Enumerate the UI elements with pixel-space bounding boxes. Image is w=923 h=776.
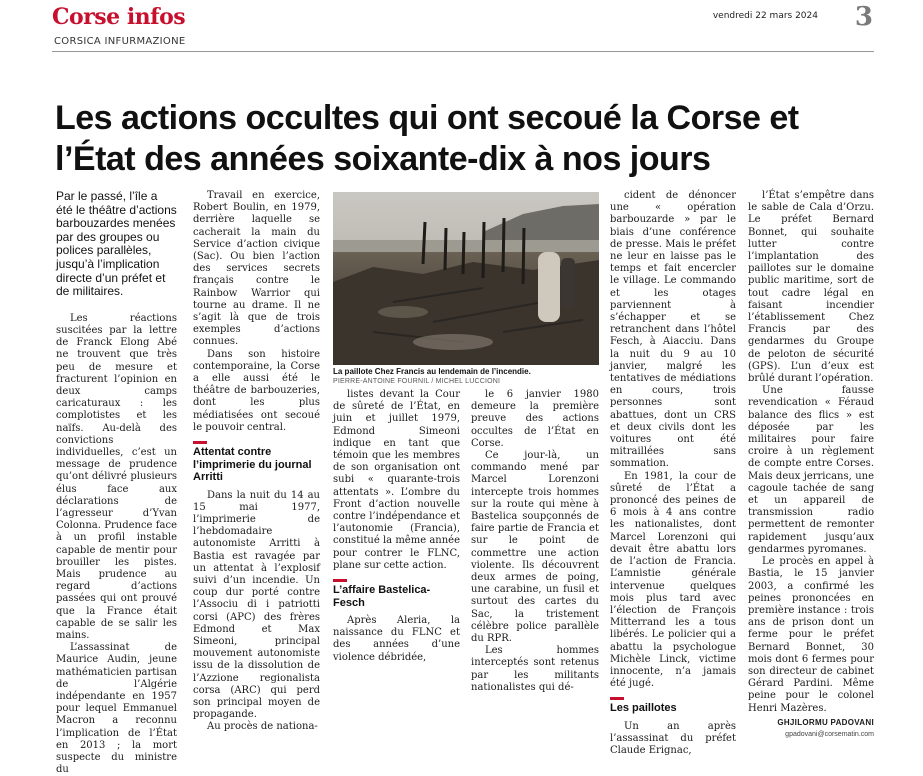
paragraph: Ce jour-là, un commando mené par Marcel Lorenzoni intercepte trois hommes sur la route qui mène à Bastelica soupçonnés de faire partie de Francia et sur le point de commettre une action violente. Ils découvrent deux armes de poing, une carabine, un fusil et surtout des cartes du Sac, la tristement célèbre police parallèle du RPR. (471, 450, 599, 645)
column-4 (471, 389, 599, 694)
article-headline: Les actions occultes qui ont secoué la Corse et l’État des années soixante-dix à nos jours (55, 99, 799, 178)
paragraph: Au procès de nationa- (207, 721, 318, 733)
subhead-arritti (193, 441, 320, 484)
subhead-accent (610, 697, 624, 700)
subhead-paillotes (610, 697, 736, 715)
column-2-body-a (193, 190, 320, 434)
subhead-accent (333, 579, 347, 582)
subhead-paillotes-text: Les paillotes (610, 702, 677, 715)
column-3-body-b (333, 615, 460, 664)
paragraph: Le procès en appel à Bastia, le 15 janvier 2003, a confirmé les peines prononcées en première instance : trois ans de prison dont un ferme pour le préfet Bernard Bonnet, 30 mois dont 6 fermes pour son directeur de cabinet Gérard Pardini. Même peine pour le colonel Henri Mazères. (748, 556, 874, 714)
header-rule (52, 51, 874, 52)
column-2-body-b (193, 490, 320, 734)
paragraph: Les réactions suscitées par la lettre de Franck Elong Abé ne trouvent que très peu de mesure et fracturent l’opinion en deux camps caricaturaux : les complotistes et les naïfs. Au-delà des convictions individuelles, c’est un message de prudence qu’ont délivré plusieurs élus face aux déclarations de l’agresseur d’Yvan Colonna. Prudence face à un profil instable capable de mentir pour brouiller les pistes. Mais prudence au regard d’actions passées qui ont prouvé que la France était capable de se salir les mains. (56, 312, 177, 642)
column-3 (333, 389, 460, 664)
paragraph: En 1981, la cour de sûreté de l’État a prononcé des peines de 6 mois à 4 ans contre les nationalistes, dont Marcel Lorenzoni qui devait être abattu lors de l’action de Francia. L’amnistie générale intervenue quelques mois plus tard avec l’élection de François Mitterrand les a tous libérés. Le policier qui a abattu la psychologue Michèle Linck, victime innocente, n’a jamais été jugé. (610, 470, 736, 690)
issue-date: vendredi 22 mars 2024 (712, 11, 818, 21)
column-3-body (333, 389, 460, 572)
paragraph: cident de dénoncer une « opération barbouzarde » par le biais d’une conférence de presse. Mais le préfet ne leur en laisse pas le temps et fait encercler le village. Le commando et les otages parviennent à s’échapper et se retranchent dans l’hôtel Fesch, à Aiacciu. Dans la nuit du 9 au 10 janvier, malgré les tentatives de médiations en cours, trois personnes sont abattues, dont un CRS et deux civils dont les voitures ont été mitraillées sans sommation. (610, 190, 736, 470)
paragraph: l’État s’empêtre dans le sable de Cala d’Orzu. Le préfet Bernard Bonnet, qui souhaite lutter contre l’implantation des paillotes sur le domaine public maritime, sort de tout cadre légal en faisant incendier l’établissement Chez Francis par des gendarmes du Groupe de peloton de sécurité (GPS). L’un d’eux est brûlé durant l’opération. (748, 190, 874, 385)
burnt-paillote-image (333, 192, 599, 365)
paragraph: le 6 janvier 1980 demeure la première preuve des actions occultes de l’État en Corse. (471, 389, 599, 449)
subhead-bastelica-text: L’affaire Bastelica-Fesch (333, 584, 431, 609)
column-4-body (471, 389, 599, 694)
column-6 (748, 190, 874, 741)
paragraph: Après Aleria, la naissance du FLNC et des années d’une violence débridée, (333, 615, 460, 663)
subhead-accent (193, 441, 207, 444)
column-2 (193, 190, 320, 734)
article-photo (333, 192, 599, 365)
paragraph: Dans son histoire contemporaine, la Corse a elle aussi été le théâtre de barbouzeries, dont les plus médiatisées ont secoué le pouvoir central. (193, 348, 320, 433)
paragraph: Dans la nuit du 14 au 15 mai 1977, l’imprimerie de l’hebdomadaire autonomiste Arritti à Bastia est ravagée par un attentat à l’explosif suivi d’un incendie. Un coup dur porté contre l’Associu di i patriotti corsi (APC) des frères Edmond et Max Simeoni, principal mouvement autonomiste issu de la dissolution de l’Azzione regionalista corsa (ARC) qui perd son principal moyen de propagande. (193, 489, 320, 721)
column-1 (56, 190, 177, 776)
column-5-body (610, 190, 736, 690)
masthead (0, 0, 923, 58)
paragraph: Les hommes interceptés sont retenus par les militants nationalistes qui dé- (471, 645, 599, 693)
paragraph: L’assassinat de Maurice Audin, jeune mathématicien partisan de l’Algérie indépendante en 1957 pour lequel Emmanuel Macron a reconnu l’implication de l’État en 2013 ; la mort suspecte du ministre du (56, 642, 177, 776)
paragraph: Un an après l’assassinat du préfet Claude Erignac, (610, 720, 736, 757)
section-subtitle: CORSICA INFURMAZIONE (54, 36, 186, 47)
column-1-body (56, 313, 177, 776)
subhead-bastelica (333, 579, 460, 609)
column-5-body-b (610, 721, 736, 758)
subhead-arritti-text: Attentat contre l’imprimerie du journal Arritti (193, 446, 312, 484)
author-email: gpadovani@corsematin.com (785, 730, 874, 738)
article-lead: Par le passé, l’île a été le théâtre d’actions barbouzardes menées par des groupes ou polices parallèles, jusqu’à l’implication directe d’un préfet et de militaires. (56, 189, 177, 299)
photo-caption: La paillote Chez Francis au lendemain de l’incendie. (333, 367, 531, 376)
column-5 (610, 190, 736, 757)
paragraph: listes devant la Cour de sûreté de l’État, en juin et juillet 1979, Edmond Simeoni indique en tant que témoin que les membres de son organisation ont subi « quarante-trois attentats ». L’ombre du Front d’action nouvelle contre l’indépendance et l’autonomie (Francia), constitué la même année pour contrer le FLNC, plane sur cette action. (333, 389, 460, 571)
section-title: Corse infos (52, 4, 186, 30)
page-number: 3 (854, 2, 873, 32)
column-6-body (748, 190, 874, 715)
photo-credit: PIERRE-ANTOINE FOURNIL / MICHEL LUCCIONI (333, 378, 501, 385)
paragraph: Une fausse revendication « Féraud balance des flics » est déposée par les militaires pour faire croire à un règlement de compte entre Corses. Mais deux jerricans, une cagoule tachée de sang et un appareil de transmission radio permettent de remonter rapidement jusqu’aux gendarmes pyromanes. (748, 385, 874, 555)
author-signature: GHJILORMU PADOVANI (777, 717, 874, 727)
paragraph: Travail en exercice, Robert Boulin, en 1979, derrière laquelle se cacherait la main du Service d’action civique (Sac). Ou bien l’action des services secrets français contre le Rainbow Warrior qui tourne au drame. Il ne s’agit là que de trois exemples d’actions connues. (193, 190, 320, 348)
